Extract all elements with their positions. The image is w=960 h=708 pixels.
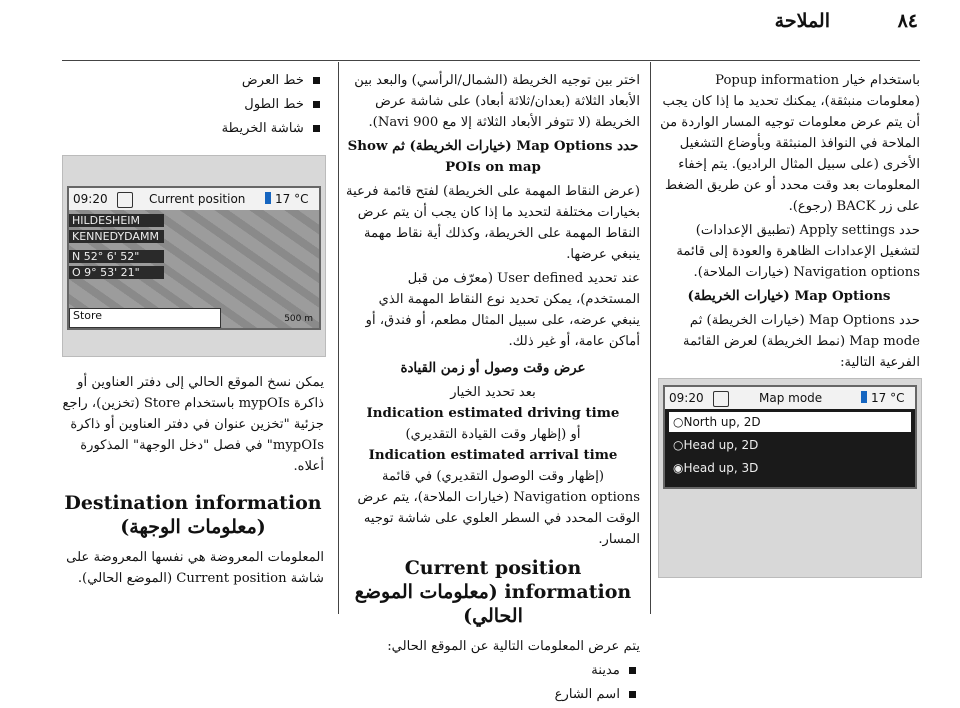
- arrival-time-line-e: (إظهار وقت الوصول التقديري) في قائمة: [381, 469, 605, 484]
- bullet-map-screen: شاشة الخريطة: [62, 118, 324, 139]
- bullet-city: مدينة: [346, 660, 640, 681]
- middle-column: [346, 70, 640, 708]
- screen-time: 09:20: [73, 192, 108, 206]
- bullet-longitude: خط الطول: [62, 94, 324, 115]
- nav-icon: [713, 391, 729, 407]
- current-position-info-title: Current position information (معلومات الموضع الحالي): [354, 557, 632, 627]
- arrival-time-line-c: أو (إظهار وقت القيادة التقديري): [405, 427, 581, 442]
- map-mode-title: Map mode: [759, 391, 823, 405]
- user-defined-paragraph: عند تحديد User defined (معرّف من قبل المستخدم)، يمكن تحديد نوع النقاط المهمة الذي ينبغي عرضه، على سبيل المثال مطعم، أو فندق، أو أماكن عامة، أو غير ذلك.: [365, 271, 640, 349]
- screen-status-bar: [69, 188, 319, 210]
- page-number: ٨٤: [897, 10, 918, 32]
- current-position-info-body: يتم عرض المعلومات التالية عن الموقع الحالي:: [387, 639, 640, 654]
- destination-info-title: Destination information (معلومات الوجهة): [64, 492, 322, 538]
- info-longitude: O 9° 53' 21": [69, 266, 164, 279]
- thermometer-icon: [265, 192, 271, 204]
- bullet-latitude: خط العرض: [62, 70, 324, 91]
- arrival-time-line-f: Navigation options (خيارات الملاحة)، يتم عرض الوقت المحدد في السطر العلوي على شاشة توجيه المسار.: [357, 490, 640, 547]
- destination-info-body: المعلومات المعروضة هي نفسها المعروضة على شاشة Current position (الموضع الحالي).: [66, 550, 324, 586]
- store-button[interactable]: Store: [69, 308, 221, 328]
- map-orientation-paragraph: اختر بين توجيه الخريطة (الشمال/الرأسي) والبعد بين الأبعاد الثلاثة (بعدان/ثلاثة أبعاد) على شاشة عرض الخريطة (لا تتوفر الأبعاد الثلاثة إلا مع Navi 900).: [354, 73, 640, 130]
- popup-info-paragraph: باستخدام خيار Popup information (معلومات منبثقة)، يمكنك تحديد ما إذا كان يجب أن يتم عرض معلومات توجيه المسار الواردة من الملاحة في النوافذ المنبثقة وبأوضاع التشغيل الأخرى (على سبيل المثال الراديو). يتم إخفاء المعلومات بعد وقت محدد أو عن طريق الضغط على زر BACK (رجوع).: [660, 73, 920, 214]
- map-mode-time: 09:20: [669, 391, 704, 405]
- map-mode-options: [665, 409, 915, 487]
- page-title: الملاحة: [774, 10, 830, 32]
- current-position-figure: [62, 155, 326, 357]
- column-divider-right: [650, 62, 651, 614]
- option-head-up-2d[interactable]: ○Head up, 2D: [673, 438, 759, 452]
- map-scale: 500 m: [284, 314, 313, 324]
- screen-temp: 17 °C: [275, 192, 309, 206]
- arrival-time-line-a: بعد تحديد الخيار: [450, 385, 536, 400]
- map-options-body: حدد Map Options (خيارات الخريطة) ثم Map mode (نمط الخريطة) لعرض القائمة الفرعية التالية:: [683, 313, 920, 370]
- left-column: [62, 70, 324, 142]
- left-column-body: [62, 372, 324, 592]
- screen-title: Current position: [149, 192, 246, 206]
- page-header: [0, 0, 960, 52]
- header-rule: [62, 60, 920, 61]
- thermometer-icon: [861, 391, 867, 403]
- info-city: HILDESHEIM: [69, 214, 164, 227]
- info-street: KENNEDYDAMM: [69, 230, 164, 243]
- arrival-time-heading: عرض وقت وصول أو زمن القيادة: [400, 360, 586, 376]
- current-position-screen: [67, 186, 321, 330]
- option-head-up-3d[interactable]: ◉Head up, 3D: [673, 461, 759, 475]
- map-mode-status-bar: [665, 387, 915, 409]
- map-mode-temp: 17 °C: [871, 391, 905, 405]
- bullet-street-name: اسم الشارع: [346, 684, 640, 705]
- info-latitude: N 52° 6' 52": [69, 250, 164, 263]
- map-mode-screen: [663, 385, 917, 489]
- arrival-time-option: Indication estimated arrival time: [368, 447, 618, 463]
- right-column: [658, 70, 920, 376]
- store-paragraph: يمكن نسخ الموقع الحالي إلى دفتر العناوين أو ذاكرة mypOIs باستخدام Store (تخزين)، راجع جزئية "تخزين عنوان في دفتر العناوين أو ذاكرة mypOIs" في فصل "دخل الوجهة" المذكورة أعلاه.: [62, 375, 324, 474]
- map-options-heading: Map Options (خيارات الخريطة): [687, 288, 891, 304]
- column-divider-left: [338, 62, 339, 614]
- map-mode-figure: [658, 378, 922, 578]
- option-north-up-2d[interactable]: ○North up, 2D: [669, 412, 911, 432]
- apply-settings-paragraph: حدد Apply settings (تطبيق الإعدادات) لتشغيل الإعدادات الظاهرة والعودة إلى قائمة Navigation options (خيارات الملاحة).: [676, 223, 920, 280]
- driving-time-option: Indication estimated driving time: [366, 405, 620, 421]
- show-pois-body: (عرض النقاط المهمة على الخريطة) لفتح قائمة فرعية بخيارات مختلفة لتحديد ما إذا كان يجب أن يتم عرض النقاط المهمة على الخريطة، وكذلك أية نقاط مهمة ينبغي عرضها.: [346, 184, 640, 262]
- nav-icon: [117, 192, 133, 208]
- show-pois-heading: حدد Map Options (خيارات الخريطة) ثم Show POIs on map: [347, 138, 639, 175]
